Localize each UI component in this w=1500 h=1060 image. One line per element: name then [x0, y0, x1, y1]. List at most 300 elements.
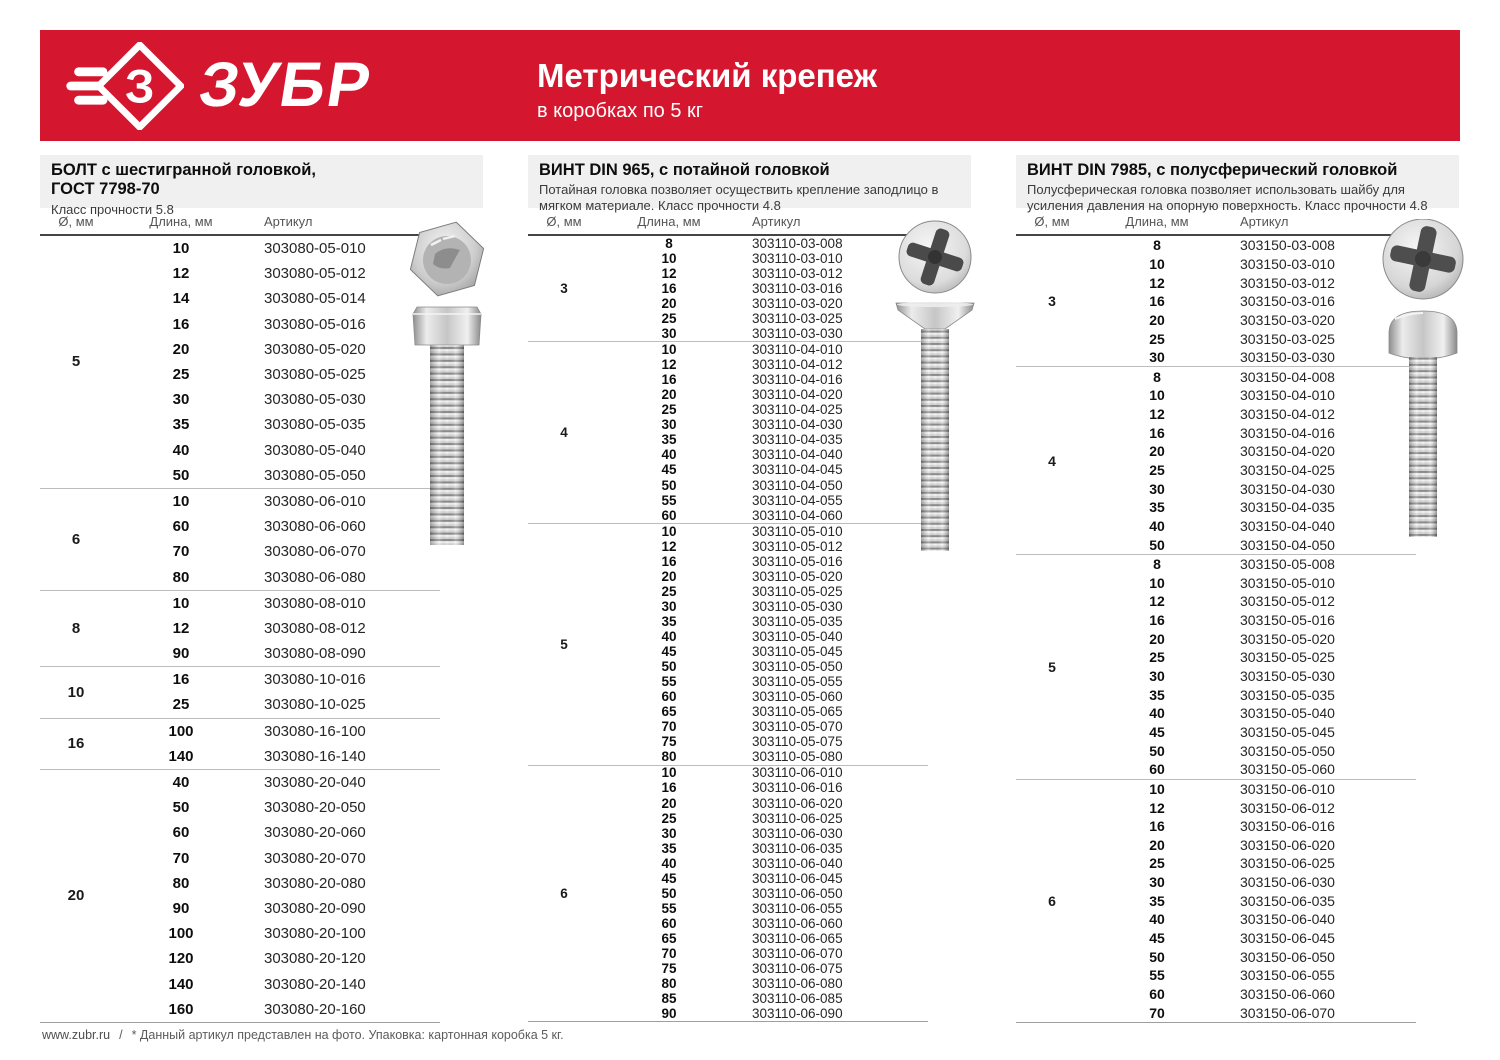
- article-value: 303150-05-016: [1240, 612, 1335, 629]
- product-table: [528, 208, 928, 1022]
- table-row: [1088, 592, 1416, 611]
- length-value: 35: [172, 416, 190, 434]
- length-value: 30: [661, 417, 677, 433]
- length-value: 55: [661, 900, 677, 916]
- article-value: 303110-04-060: [752, 507, 843, 523]
- length-value: 40: [661, 447, 677, 463]
- table-row: [1088, 947, 1416, 966]
- length-value: 12: [661, 538, 677, 554]
- article-value: 303110-06-070: [752, 945, 843, 961]
- article-value: 303150-05-060: [1240, 761, 1335, 778]
- table-row: [600, 508, 928, 523]
- table-row: [600, 433, 928, 448]
- length-value: 25: [661, 402, 677, 418]
- table-row: [600, 463, 928, 478]
- group-rows: [1088, 236, 1416, 366]
- length-value: 40: [661, 855, 677, 871]
- length-value: 85: [661, 991, 677, 1007]
- diameter-value: 4: [1048, 452, 1056, 469]
- table-row: [112, 997, 440, 1022]
- diameter-value: 6: [1048, 892, 1056, 909]
- length-value: 30: [661, 825, 677, 841]
- article-value: 303150-04-008: [1240, 368, 1335, 385]
- article-value: 303150-05-050: [1240, 742, 1335, 759]
- website-link[interactable]: www.zubr.ru: [42, 1028, 111, 1042]
- length-value: 40: [1149, 517, 1165, 534]
- article-value: 303150-06-055: [1240, 967, 1335, 984]
- article-value: 303110-05-055: [752, 674, 843, 690]
- length-value: 12: [1149, 799, 1165, 816]
- length-value: 20: [1149, 443, 1165, 460]
- length-value: 10: [661, 523, 677, 539]
- diameter-group: [528, 523, 928, 765]
- product-table: [1016, 208, 1416, 1023]
- length-value: 12: [1149, 593, 1165, 610]
- table-body: [1016, 236, 1416, 1023]
- length-value: 40: [1149, 911, 1165, 928]
- article-value: 303080-05-040: [264, 441, 366, 459]
- length-value: 40: [172, 774, 190, 792]
- table-row: [600, 976, 928, 991]
- article-value: 303110-05-065: [752, 704, 843, 720]
- group-rows: [600, 524, 928, 765]
- diameter-group: [1016, 366, 1416, 553]
- length-value: 45: [661, 870, 677, 886]
- table-row: [600, 357, 928, 372]
- article-value: 303080-05-020: [264, 340, 366, 358]
- article-value: 303110-05-010: [752, 523, 843, 539]
- table-row: [112, 463, 440, 488]
- table-row: [112, 770, 440, 795]
- table-row: [600, 342, 928, 357]
- article-value: 303150-06-010: [1240, 780, 1335, 797]
- table-row: [1088, 236, 1416, 255]
- diameter-column-header: Ø, мм: [1034, 214, 1070, 229]
- diameter-value: 5: [71, 353, 81, 371]
- table-row: [1088, 555, 1416, 574]
- group-rows: [600, 236, 928, 341]
- product-title: БОЛТ с шестигранной головкой, ГОСТ 7798-70: [51, 161, 316, 199]
- article-value: 303110-04-010: [752, 342, 843, 358]
- table-row: [600, 387, 928, 402]
- length-value: 12: [1149, 274, 1165, 291]
- article-value: 303110-05-020: [752, 568, 843, 584]
- article-value: 303080-05-035: [264, 416, 366, 434]
- diameter-value: 3: [1048, 293, 1056, 310]
- table-row: [112, 337, 440, 362]
- length-value: 20: [661, 295, 677, 311]
- table-row: [112, 667, 440, 692]
- diameter-group: [40, 488, 440, 590]
- table-row: [1088, 780, 1416, 799]
- article-value: 303080-06-060: [264, 518, 366, 536]
- table-row: [600, 886, 928, 901]
- article-value: 303150-06-025: [1240, 855, 1335, 872]
- length-value: 16: [1149, 293, 1165, 310]
- article-value: 303080-06-010: [264, 492, 366, 510]
- length-value: 25: [661, 583, 677, 599]
- table-row: [1088, 423, 1416, 442]
- article-value: 303080-20-120: [264, 950, 366, 968]
- table-row: [600, 689, 928, 704]
- length-value: 35: [1149, 499, 1165, 516]
- article-value: 303110-06-025: [752, 810, 843, 826]
- article-value: 303080-20-090: [264, 899, 366, 917]
- length-value: 16: [661, 780, 677, 796]
- table-row: [600, 720, 928, 735]
- article-value: 303080-08-010: [264, 594, 366, 612]
- length-value: 60: [1149, 761, 1165, 778]
- length-value: 45: [661, 462, 677, 478]
- article-value: 303150-05-040: [1240, 705, 1335, 722]
- length-value: 25: [1149, 649, 1165, 666]
- length-value: 35: [1149, 686, 1165, 703]
- table-row: [600, 326, 928, 341]
- length-value: 12: [172, 265, 190, 283]
- table-row: [112, 591, 440, 616]
- table-row: [112, 236, 440, 261]
- table-row: [1088, 723, 1416, 742]
- article-value: 303110-05-075: [752, 734, 843, 750]
- table-row: [1088, 667, 1416, 686]
- length-value: 12: [661, 357, 677, 373]
- article-value: 303110-05-060: [752, 689, 843, 705]
- diameter-value: 16: [67, 735, 85, 753]
- table-row: [600, 599, 928, 614]
- table-row: [1088, 704, 1416, 723]
- table-row: [1088, 985, 1416, 1004]
- article-value: 303080-08-012: [264, 619, 366, 637]
- length-value: 25: [1149, 855, 1165, 872]
- article-value: 303080-20-070: [264, 849, 366, 867]
- article-value: 303110-06-060: [752, 915, 843, 931]
- diameter-group: [40, 590, 440, 667]
- article-value: 303150-06-012: [1240, 799, 1335, 816]
- article-value: 303110-04-045: [752, 462, 843, 478]
- length-value: 30: [1149, 349, 1165, 366]
- length-value: 20: [1149, 836, 1165, 853]
- table-row: [112, 719, 440, 744]
- article-value: 303150-05-025: [1240, 649, 1335, 666]
- table-row: [600, 991, 928, 1006]
- length-value: 35: [1149, 892, 1165, 909]
- product-description: Потайная головка позволяет осуществить крепление заподлицо в мягком материале. Класс прочности 4.8: [539, 182, 939, 214]
- diameter-column-header: Ø, мм: [546, 214, 582, 229]
- article-value: 303110-04-020: [752, 387, 843, 403]
- table-row: [600, 311, 928, 326]
- length-value: 75: [661, 734, 677, 750]
- diameter-column-header: Ø, мм: [58, 214, 94, 229]
- table-row: [1088, 311, 1416, 330]
- length-value: 8: [1153, 368, 1161, 385]
- hex-bolt-photo: [397, 219, 497, 559]
- article-value: 303110-03-030: [752, 326, 843, 342]
- pan-head-screw-photo: [1373, 219, 1473, 559]
- article-value: 303150-05-020: [1240, 630, 1335, 647]
- length-value: 50: [172, 466, 190, 484]
- article-value: 303080-05-012: [264, 265, 366, 283]
- article-value: 303110-03-008: [752, 235, 843, 251]
- brand-name: ЗУБР: [194, 50, 378, 120]
- length-value: 25: [1149, 330, 1165, 347]
- table-row: [600, 659, 928, 674]
- table-row: [600, 403, 928, 418]
- length-value: 90: [172, 645, 190, 663]
- diameter-group: [528, 341, 928, 523]
- length-value: 55: [661, 492, 677, 508]
- length-value: 10: [1149, 780, 1165, 797]
- diameter-group: [1016, 779, 1416, 1022]
- group-rows: [1088, 367, 1416, 553]
- length-value: 90: [661, 1006, 677, 1022]
- table-row: [600, 946, 928, 961]
- length-value: 80: [172, 874, 190, 892]
- article-value: 303110-03-020: [752, 295, 843, 311]
- length-value: 90: [172, 899, 190, 917]
- length-value: 10: [172, 594, 190, 612]
- article-column-header: Артикул: [264, 214, 313, 229]
- diameter-value: 10: [67, 683, 85, 701]
- article-value: 303110-06-065: [752, 930, 843, 946]
- article-value: 303110-03-016: [752, 280, 843, 296]
- diameter-value: 6: [71, 530, 81, 548]
- article-value: 303150-03-030: [1240, 349, 1335, 366]
- footer-separator: /: [119, 1028, 123, 1042]
- diameter-value: 8: [71, 619, 81, 637]
- article-value: 303150-03-025: [1240, 330, 1335, 347]
- length-value: 16: [1149, 818, 1165, 835]
- table-row: [112, 564, 440, 589]
- table-row: [112, 795, 440, 820]
- product-description: Класс прочности 5.8: [51, 201, 174, 217]
- article-value: 303080-10-025: [264, 696, 366, 714]
- table-row: [112, 946, 440, 971]
- table-body: [40, 236, 440, 1023]
- article-value: 303110-05-045: [752, 644, 843, 660]
- table-row: [600, 766, 928, 781]
- length-value: 25: [1149, 462, 1165, 478]
- table-row: [112, 692, 440, 717]
- length-value: 100: [168, 722, 194, 740]
- table-row: [112, 286, 440, 311]
- catalog-columns: [40, 155, 1460, 1023]
- table-row: [112, 362, 440, 387]
- diameter-value: 20: [67, 887, 85, 905]
- diameter-group: [1016, 554, 1416, 779]
- article-value: 303080-20-040: [264, 774, 366, 792]
- table-row: [1088, 629, 1416, 648]
- page-subtitle: в коробках по 5 кг: [537, 100, 704, 122]
- diameter-group: [528, 765, 928, 1022]
- table-row: [600, 811, 928, 826]
- article-value: 303150-04-020: [1240, 443, 1335, 460]
- table-row: [1088, 535, 1416, 554]
- article-value: 303150-04-012: [1240, 406, 1335, 423]
- table-row: [600, 524, 928, 539]
- length-value: 20: [1149, 630, 1165, 647]
- article-value: 303110-06-035: [752, 840, 843, 856]
- length-value: 40: [172, 441, 190, 459]
- table-row: [112, 871, 440, 896]
- article-value: 303150-03-016: [1240, 293, 1335, 310]
- table-row: [600, 931, 928, 946]
- article-value: 303110-06-055: [752, 900, 843, 916]
- table-row: [112, 539, 440, 564]
- length-value: 25: [661, 810, 677, 826]
- diameter-group: [1016, 236, 1416, 366]
- length-value: 65: [661, 704, 677, 720]
- article-value: 303110-06-075: [752, 961, 843, 977]
- table-row: [1088, 611, 1416, 630]
- article-value: 303080-06-080: [264, 568, 366, 586]
- zubr-logo: [66, 42, 380, 130]
- article-value: 303150-06-060: [1240, 985, 1335, 1002]
- article-value: 303110-05-030: [752, 598, 843, 614]
- length-value: 160: [168, 1000, 194, 1018]
- length-value: 30: [1149, 480, 1165, 497]
- table-row: [600, 251, 928, 266]
- table-row: [600, 569, 928, 584]
- length-value: 35: [661, 432, 677, 448]
- table-row: [112, 971, 440, 996]
- length-value: 45: [1149, 723, 1165, 740]
- group-rows: [112, 591, 440, 667]
- table-row: [112, 387, 440, 412]
- table-row: [600, 281, 928, 296]
- length-value: 16: [172, 315, 190, 333]
- article-value: 303110-06-020: [752, 795, 843, 811]
- article-value: 303110-03-010: [752, 250, 843, 266]
- table-row: [600, 584, 928, 599]
- length-value: 35: [661, 613, 677, 629]
- table-row: [1088, 442, 1416, 461]
- article-value: 303150-05-012: [1240, 593, 1335, 610]
- table-row: [1088, 910, 1416, 929]
- product-title: ВИНТ DIN 965, с потайной головкой: [539, 161, 830, 179]
- article-value: 303110-04-025: [752, 402, 843, 418]
- article-value: 303150-03-012: [1240, 274, 1335, 291]
- length-value: 70: [172, 543, 190, 561]
- length-value: 16: [661, 553, 677, 569]
- length-value: 50: [172, 799, 190, 817]
- length-value: 45: [661, 644, 677, 660]
- length-value: 50: [661, 659, 677, 675]
- article-value: 303150-04-010: [1240, 387, 1335, 404]
- article-value: 303150-06-020: [1240, 836, 1335, 853]
- article-value: 303110-06-045: [752, 870, 843, 886]
- table-row: [600, 841, 928, 856]
- length-value: 60: [661, 507, 677, 523]
- article-value: 303080-05-014: [264, 290, 366, 308]
- length-value: 50: [661, 477, 677, 493]
- article-value: 303080-05-030: [264, 391, 366, 409]
- hex-bolt-side-view: [413, 307, 481, 545]
- length-value: 60: [172, 518, 190, 536]
- logo-monogram: З: [124, 60, 155, 113]
- table-row: [600, 448, 928, 463]
- article-value: 303150-05-008: [1240, 556, 1335, 573]
- group-rows: [112, 236, 440, 488]
- table-row: [600, 796, 928, 811]
- table-row: [600, 644, 928, 659]
- article-value: 303080-05-050: [264, 466, 366, 484]
- article-value: 303150-06-070: [1240, 1004, 1335, 1021]
- table-row: [1088, 891, 1416, 910]
- article-value: 303150-05-010: [1240, 574, 1335, 591]
- length-value: 70: [172, 849, 190, 867]
- length-value: 16: [661, 372, 677, 388]
- table-row: [600, 236, 928, 251]
- article-value: 303150-05-045: [1240, 723, 1335, 740]
- length-column-header: Длина, мм: [1125, 214, 1189, 229]
- length-value: 10: [1149, 255, 1165, 272]
- length-value: 20: [172, 340, 190, 358]
- table-row: [600, 916, 928, 931]
- article-column-header: Артикул: [752, 214, 801, 229]
- article-value: 303110-04-055: [752, 492, 843, 508]
- diameter-group: [40, 769, 440, 1022]
- article-value: 303150-04-035: [1240, 499, 1335, 516]
- table-row: [112, 896, 440, 921]
- length-value: 25: [172, 696, 190, 714]
- article-value: 303080-05-025: [264, 366, 366, 384]
- table-row: [600, 781, 928, 796]
- article-value: 303150-03-008: [1240, 237, 1335, 254]
- phillips-drive-top-view: [1383, 219, 1463, 299]
- article-value: 303110-05-025: [752, 583, 843, 599]
- table-row: [600, 614, 928, 629]
- length-value: 30: [1149, 874, 1165, 891]
- article-column-header: Артикул: [1240, 214, 1289, 229]
- table-row: [600, 901, 928, 916]
- group-rows: [1088, 555, 1416, 779]
- length-value: 55: [661, 674, 677, 690]
- diameter-value: 5: [560, 636, 568, 652]
- table-row: [600, 1006, 928, 1021]
- length-value: 70: [661, 945, 677, 961]
- length-value: 60: [1149, 985, 1165, 1002]
- article-value: 303150-04-030: [1240, 480, 1335, 497]
- article-value: 303110-04-050: [752, 477, 843, 493]
- length-value: 8: [1153, 556, 1161, 573]
- table-row: [600, 266, 928, 281]
- article-value: 303110-05-012: [752, 538, 843, 554]
- length-value: 10: [1149, 387, 1165, 404]
- table-row: [112, 489, 440, 514]
- length-value: 120: [168, 950, 194, 968]
- product-section-pan-head-screw: [1016, 155, 1459, 1023]
- phillips-drive-top-view: [898, 220, 971, 293]
- table-row: [1088, 836, 1416, 855]
- table-row: [600, 478, 928, 493]
- table-row: [1088, 386, 1416, 405]
- article-value: 303150-05-035: [1240, 686, 1335, 703]
- table-row: [112, 438, 440, 463]
- table-row: [1088, 854, 1416, 873]
- article-value: 303110-06-010: [752, 765, 843, 781]
- length-value: 16: [172, 671, 190, 689]
- article-value: 303110-05-035: [752, 613, 843, 629]
- table-row: [1088, 817, 1416, 836]
- table-row: [600, 674, 928, 689]
- table-row: [1088, 292, 1416, 311]
- length-value: 20: [661, 795, 677, 811]
- length-value: 30: [1149, 668, 1165, 685]
- article-value: 303110-05-040: [752, 628, 843, 644]
- article-value: 303110-06-080: [752, 976, 843, 992]
- article-value: 303080-20-140: [264, 975, 366, 993]
- table-row: [1088, 517, 1416, 536]
